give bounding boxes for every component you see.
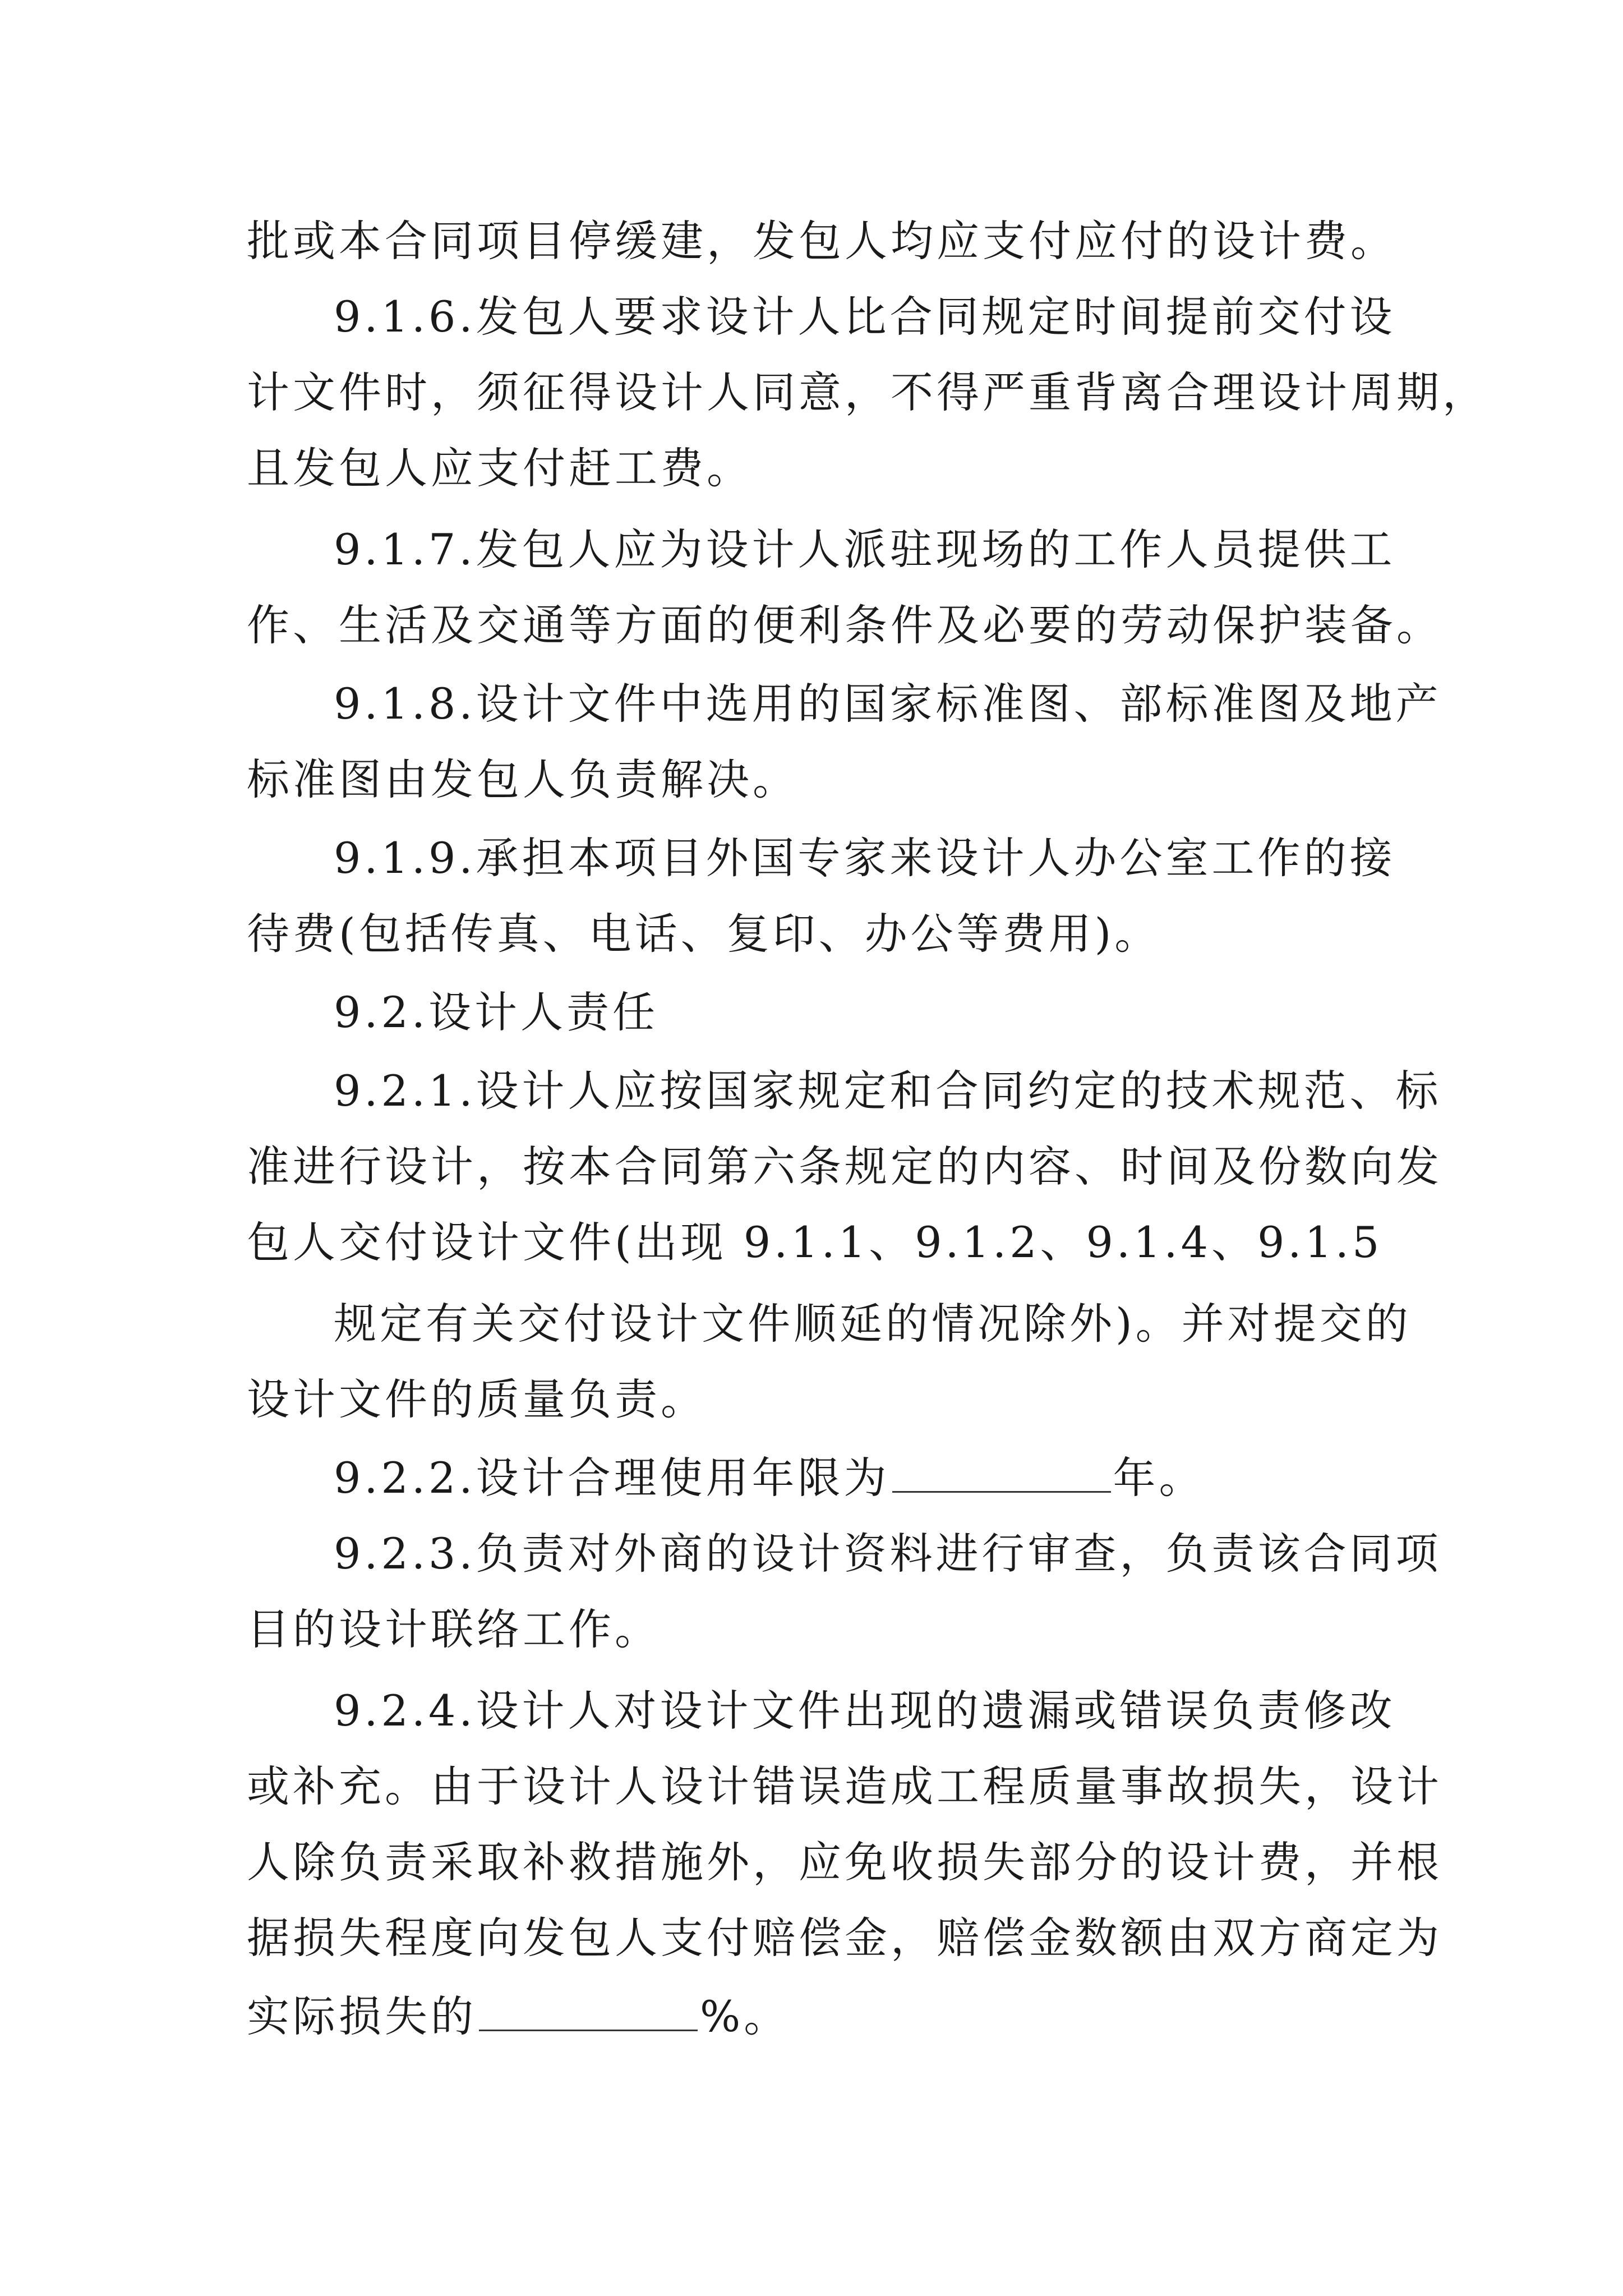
clause-9-2-3: 9.2.3.负责对外商的设计资料进行审查，负责该合同项 <box>334 1529 1442 1579</box>
compensation-suffix: %。 <box>700 1991 790 2041</box>
clause-9-1-7: 9.1.7.发包人应为设计人派驻现场的工作人员提供工 <box>334 524 1396 574</box>
text-line: 人除负责采取补救措施外，应免收损失部分的设计费，并根 <box>247 1837 1442 1887</box>
clause-9-2-4: 9.2.4.设计人对设计文件出现的遗漏或错误负责修改 <box>334 1686 1396 1736</box>
clause-9-2-1: 9.2.1.设计人应按国家规定和合同约定的技术规范、标 <box>334 1066 1442 1116</box>
text-line: 或补充。由于设计人设计错误造成工程质量事故损失，设计 <box>247 1761 1442 1811</box>
clause-9-2-2 <box>334 1444 1205 1512</box>
text-line: 包人交付设计文件(出现 9.1.1、9.1.2、9.1.4、9.1.5 <box>247 1217 1383 1267</box>
text-line: 计文件时，须征得设计人同意，不得严重背离合理设计周期， <box>247 367 1488 417</box>
text-line: 且发包人应支付赶工费。 <box>247 443 753 493</box>
text-line: 待费(包括传真、电话、复印、办公等费用)。 <box>247 909 1161 959</box>
text-line: 据损失程度向发包人支付赔偿金，赔偿金数额由双方商定为 <box>247 1913 1442 1963</box>
text-line: 准进行设计，按本合同第六条规定的内容、时间及份数向发 <box>247 1142 1442 1191</box>
service-life-prefix: 9.2.2.设计合理使用年限为 <box>334 1453 890 1503</box>
text-line: 批或本合同项目停缓建，发包人均应支付应付的设计费。 <box>247 216 1396 266</box>
text-line: 规定有关交付设计文件顺延的情况除外)。并对提交的 <box>334 1299 1412 1349</box>
text-line: 目的设计联络工作。 <box>247 1604 661 1654</box>
compensation-prefix: 实际损失的 <box>247 1991 477 2041</box>
clause-9-1-8: 9.1.8.设计文件中选用的国家标准图、部标准图及地产 <box>334 679 1442 729</box>
service-life-suffix: 年。 <box>1113 1453 1205 1503</box>
clause-9-1-6: 9.1.6.发包人要求设计人比合同规定时间提前交付设 <box>334 292 1396 342</box>
text-line: 标准图由发包人负责解决。 <box>247 754 799 804</box>
service-life-years-blank[interactable] <box>892 1452 1111 1493</box>
text-line: 作、生活及交通等方面的便利条件及必要的劳动保护装备。 <box>247 600 1442 650</box>
compensation-percent-blank[interactable] <box>479 1990 698 2031</box>
compensation-line <box>247 1983 790 2050</box>
text-line: 设计文件的质量负责。 <box>247 1374 707 1424</box>
section-heading-9-2: 9.2.设计人责任 <box>334 987 659 1037</box>
clause-9-1-9: 9.1.9.承担本项目外国专家来设计人办公室工作的接 <box>334 833 1396 883</box>
